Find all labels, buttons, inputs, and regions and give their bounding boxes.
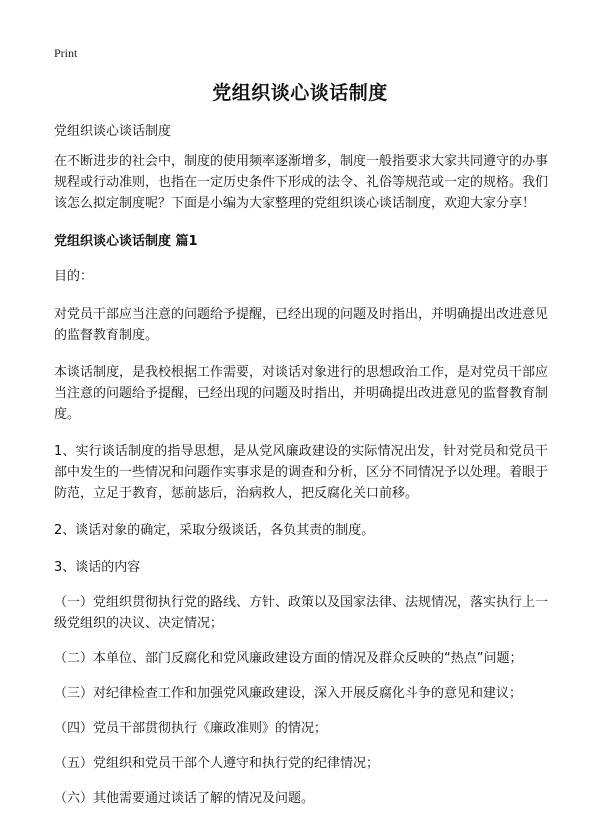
list-item: （四）党员干部贯彻执行《廉政准则》的情况； <box>54 721 328 736</box>
paragraph-item-1: 1、实行谈话制度的指导思想，是从党风廉政建设的实际情况出发，针对党员和党员干部中发生的一些情况和问题作实事求是的调查和分析，区分不同情况予以处理。着眼于防范，立足于教育，惩前毖后，治病救人，把反腐化关口前移。 <box>54 444 549 501</box>
list-item: （一）党组织贯彻执行党的路线、方针、政策以及国家法律、法规情况，落实执行上一级党组织的决议、决定情况； <box>54 595 549 631</box>
list-item: （三）对纪律检查工作和加强党风廉政建设，深入开展反腐化斗争的意见和建议； <box>54 686 523 701</box>
list-item: （二）本单位、部门反腐化和党风廉政建设方面的情况及群众反映的“热点”问题； <box>54 651 523 666</box>
paragraph-system-description: 本谈话制度，是我校根据工作需要，对谈话对象进行的思想政治工作，是对党员干部应当注意的问题给予提醒，已经出现的问题及时指出，并明确提出改进意见的监督教育制度。 <box>54 365 549 422</box>
paragraph-item-2: 2、谈话对象的确定，采取分级谈话，各负其责的制度。 <box>54 523 375 538</box>
document-subtitle: 党组织谈心谈话制度 <box>54 124 172 139</box>
document-body <box>54 121 548 809</box>
intro-paragraph: 在不断进步的社会中，制度的使用频率逐渐增多，制度一般指要求大家共同遵守的办事规程或行动准则，也指在一定历史条件下形成的法令、礼俗等规范或一定的规格。我们该怎么拟定制度呢？下面是小编为大家整理的党组织谈心谈话制度，欢迎大家分享！ <box>54 154 549 211</box>
section-heading: 党组织谈心谈话制度 篇1 <box>54 234 198 249</box>
paragraph-purpose-label: 目的： <box>54 269 94 284</box>
page-title: 党组织谈心谈话制度 <box>212 82 388 104</box>
list-item: （六）其他需要通过谈话了解的情况及问题。 <box>54 791 315 806</box>
paragraph-item-3: 3、谈话的内容 <box>54 560 141 575</box>
list-item: （五）党组织和党员干部个人遵守和执行党的纪律情况； <box>54 756 380 771</box>
print-link[interactable]: Print <box>54 46 78 60</box>
paragraph-purpose: 对党员干部应当注意的问题给予提醒，已经出现的问题及时指出，并明确提出改进意见的监督教育制度。 <box>54 307 549 343</box>
